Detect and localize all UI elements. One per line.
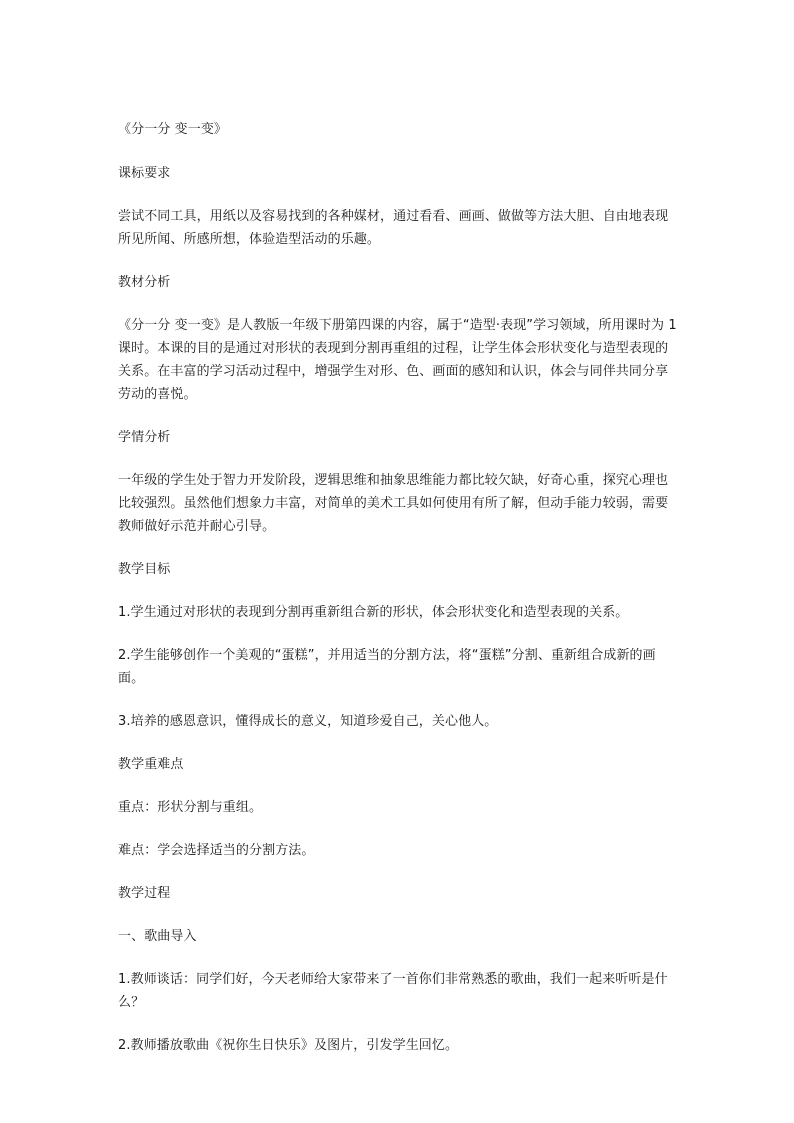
section-heading-textbook-analysis: 教材分析 (118, 275, 171, 290)
goal-item-1: 1.学生通过对形状的表现到分割再重新组合新的形状，体会形状变化和造型表现的关系。 (118, 605, 629, 620)
section-heading-key-difficult-points: 教学重难点 (118, 757, 184, 772)
difficult-point: 难点：学会选择适当的分割方法。 (118, 843, 315, 858)
section-heading-teaching-process: 教学过程 (118, 886, 171, 901)
goal-item-2: 2.学生能够创作一个美观的“蛋糕”，并用适当的分割方法，将“蛋糕”分割、重新组合成新的画面。 (118, 648, 656, 686)
process-item-1: 1.教师谈话：同学们好，今天老师给大家带来了一首你们非常熟悉的歌曲，我们一起来听听是什么？ (118, 972, 668, 1010)
document-title: 《分一分 变一变》 (118, 122, 228, 137)
process-step-heading-1: 一、歌曲导入 (118, 929, 197, 944)
section-heading-student-analysis: 学情分析 (118, 430, 171, 445)
section-heading-curriculum-requirements: 课标要求 (118, 166, 171, 181)
paragraph-student-analysis: 一年级的学生处于智力开发阶段，逻辑思维和抽象思维能力都比较欠缺，好奇心重，探究心理也比较强烈。虽然他们想象力丰富，对简单的美术工具如何使用有所了解，但动手能力较弱，需要教师做好示范并耐心引导。 (118, 473, 669, 534)
key-point: 重点：形状分割与重组。 (118, 800, 263, 815)
paragraph-textbook-analysis: 《分一分 变一变》是人教版一年级下册第四课的内容，属于“造型·表现”学习领域，所用课时为 1 课时。本课的目的是通过对形状的表现到分割再重组的过程，让学生体会形状变化与造型表现的关系。在丰富的学习活动过程中，增强学生对形、色、画面的感知和认识，体会与同伴共同分享劳动的喜悦。 (118, 318, 677, 402)
process-item-2: 2.教师播放歌曲《祝你生日快乐》及图片，引发学生回忆。 (118, 1038, 459, 1053)
section-heading-teaching-goals: 教学目标 (118, 562, 171, 577)
document-page (118, 118, 678, 1077)
goal-item-3: 3.培养的感恩意识，懂得成长的意义，知道珍爱自己，关心他人。 (118, 714, 498, 729)
paragraph-curriculum-requirements: 尝试不同工具，用纸以及容易找到的各种媒材，通过看看、画画、做做等方法大胆、自由地表现所见所闻、所感所想，体验造型活动的乐趣。 (118, 209, 669, 247)
